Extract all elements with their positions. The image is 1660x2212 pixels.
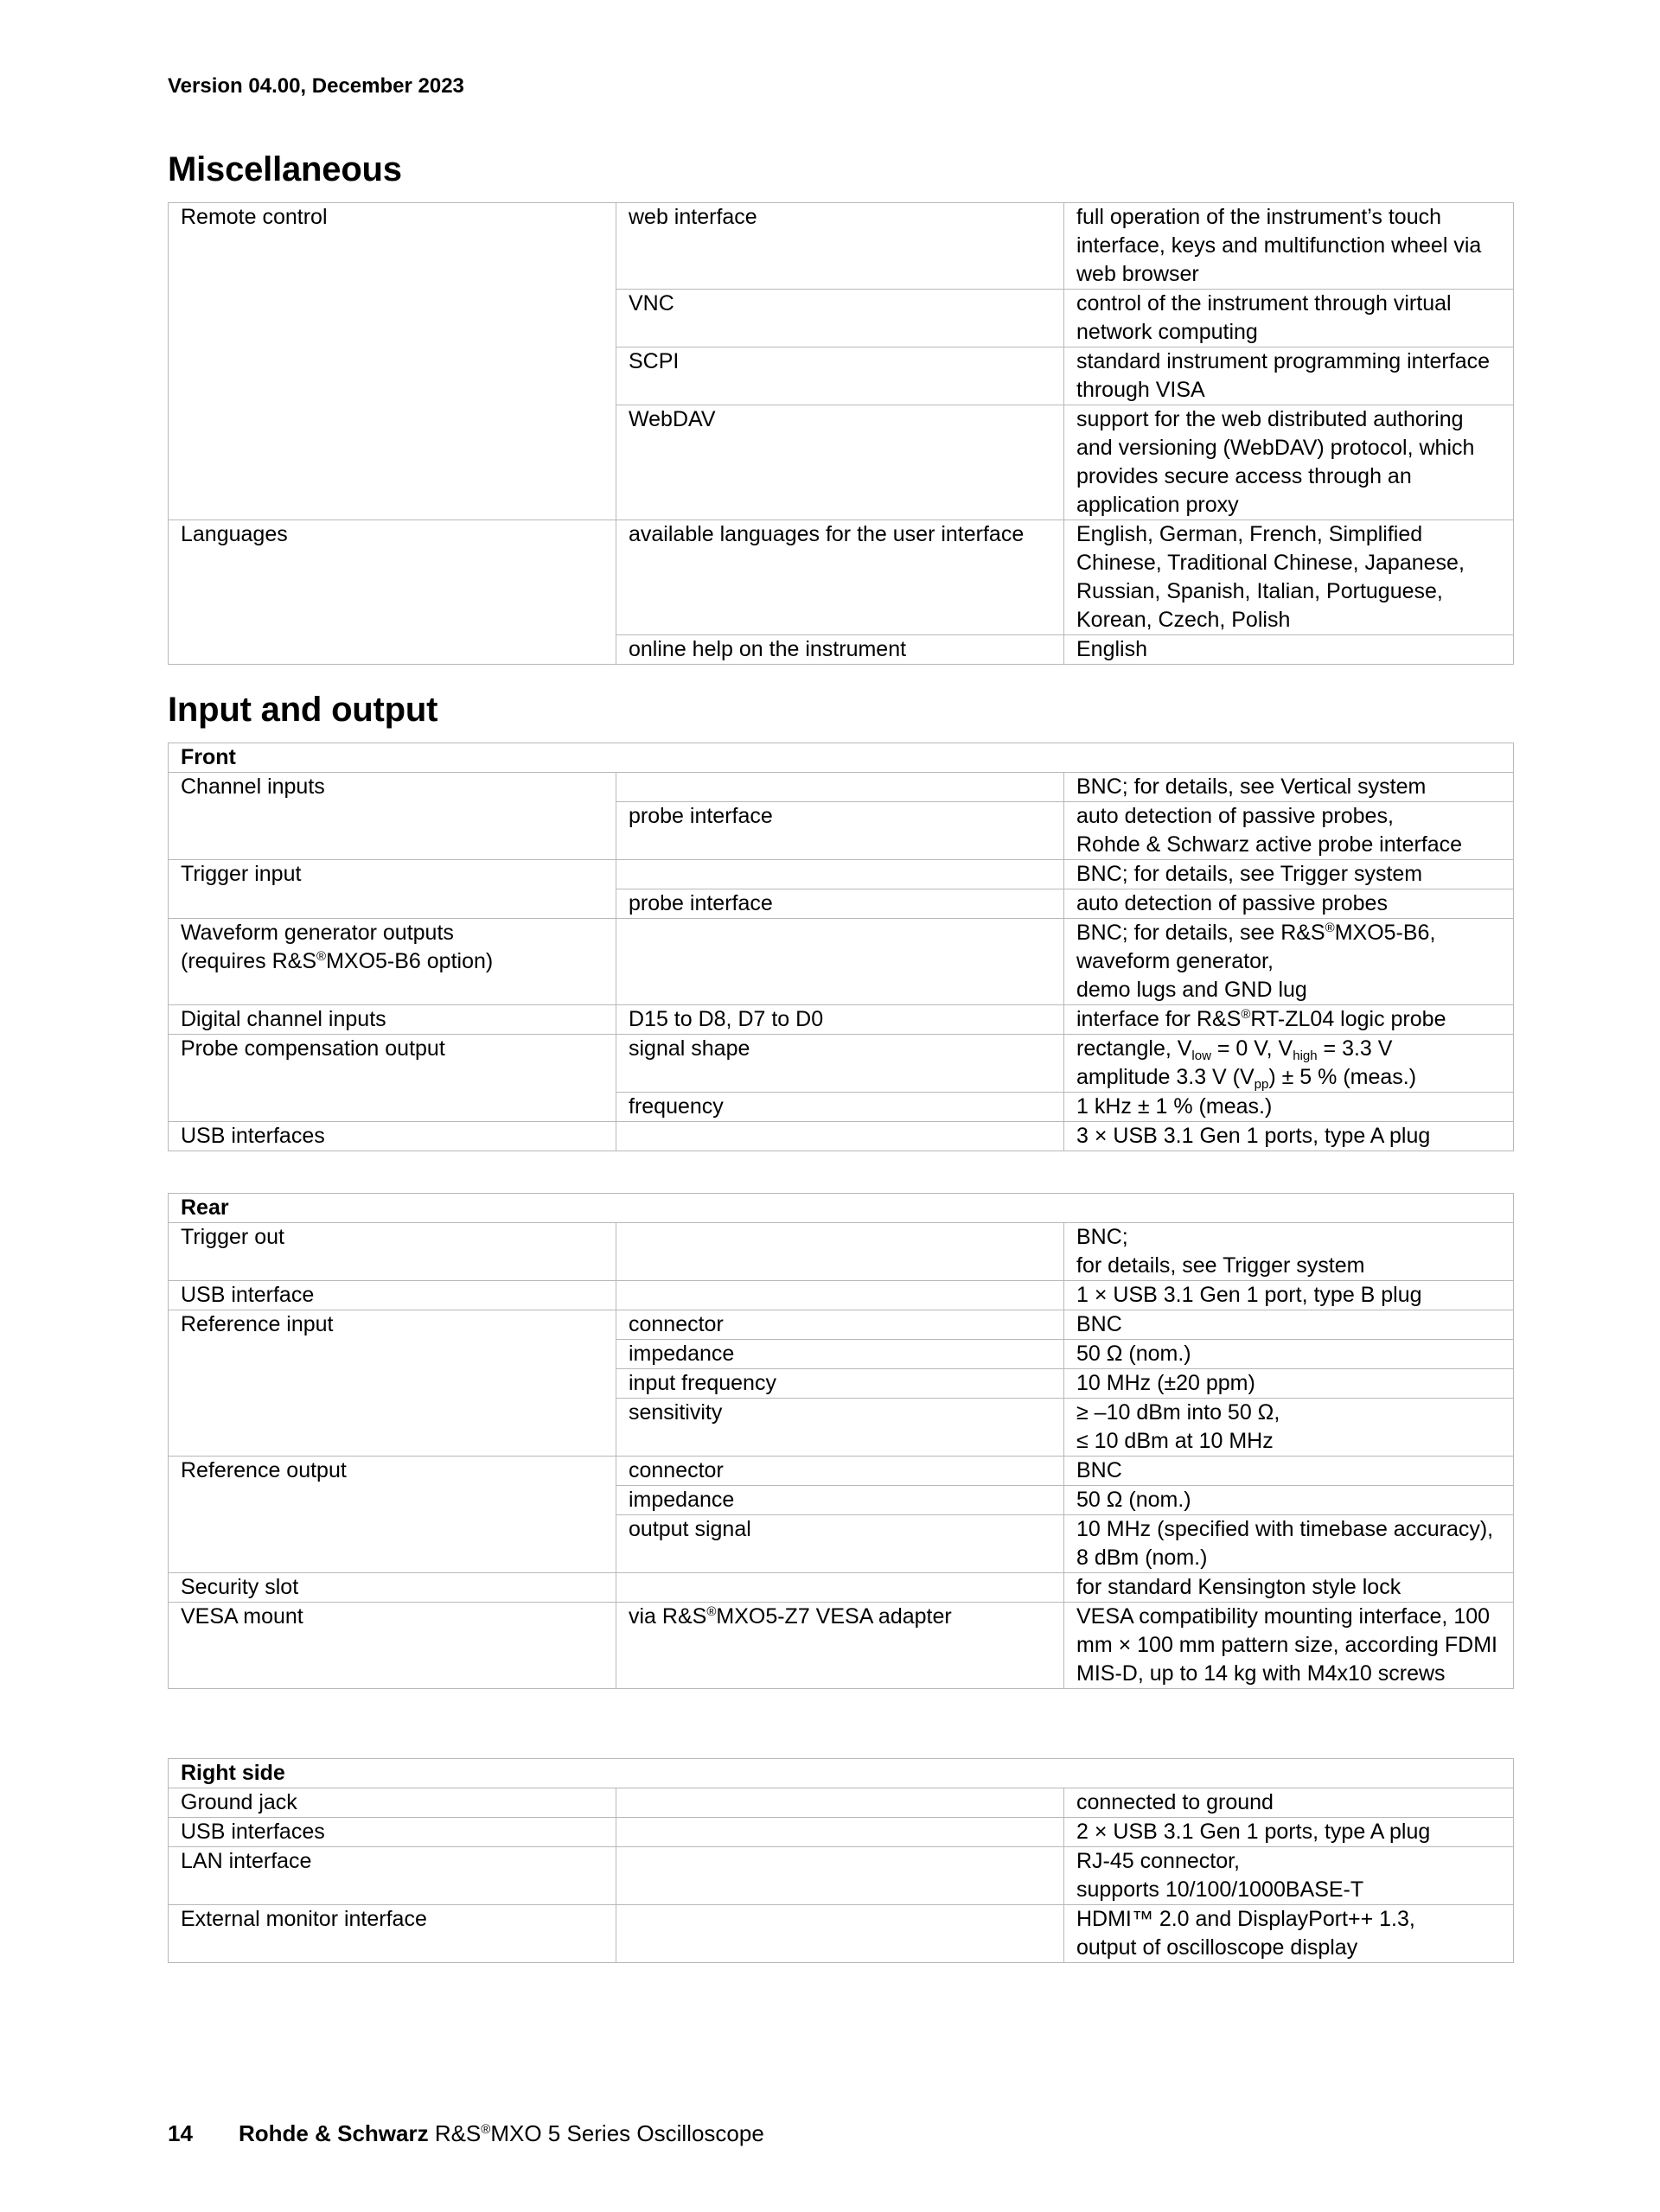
page-footer bbox=[168, 2120, 764, 2147]
row-value: English bbox=[1064, 635, 1514, 665]
miscellaneous-table bbox=[168, 202, 1514, 665]
table-row bbox=[169, 1905, 1514, 1963]
value-text: = 3.3 V bbox=[1317, 1036, 1393, 1061]
table-row bbox=[169, 1281, 1514, 1310]
section-header-right-side: Right side bbox=[169, 1759, 1514, 1788]
table-row bbox=[169, 1005, 1514, 1035]
row-sublabel: sensitivity bbox=[616, 1399, 1064, 1457]
row-label: Digital channel inputs bbox=[169, 1005, 616, 1035]
registered-mark: ® bbox=[706, 1604, 717, 1619]
row-value: VESA compatibility mounting interface, 100 mm × 100 mm pattern size, according FDMI MIS-D, up to 14 kg with M4x10 screws bbox=[1064, 1603, 1514, 1689]
value-line: waveform generator, bbox=[1076, 949, 1274, 973]
label-line: (requires R&S bbox=[181, 949, 316, 973]
table-row bbox=[169, 1035, 1514, 1093]
table-section-header bbox=[169, 1759, 1514, 1788]
section-title-input-output: Input and output bbox=[168, 691, 438, 729]
row-value: full operation of the instrument’s touch interface, keys and multifunction wheel via web browser bbox=[1064, 203, 1514, 290]
table-row bbox=[169, 1847, 1514, 1905]
row-label: Reference output bbox=[169, 1457, 616, 1573]
row-sublabel: signal shape bbox=[616, 1035, 1064, 1093]
footer-product: MXO 5 Series Oscilloscope bbox=[490, 2120, 764, 2146]
rear-table bbox=[168, 1193, 1514, 1689]
row-sublabel: available languages for the user interface bbox=[616, 520, 1064, 635]
row-label: USB interfaces bbox=[169, 1818, 616, 1847]
row-value: connected to ground bbox=[1064, 1788, 1514, 1818]
registered-mark: ® bbox=[316, 949, 327, 964]
row-sublabel: online help on the instrument bbox=[616, 635, 1064, 665]
row-sublabel bbox=[616, 1847, 1064, 1905]
row-sublabel bbox=[616, 1223, 1064, 1281]
sublabel-text: MXO5-Z7 VESA adapter bbox=[716, 1604, 952, 1629]
table-row bbox=[169, 1818, 1514, 1847]
section-header-rear: Rear bbox=[169, 1194, 1514, 1223]
row-sublabel: probe interface bbox=[616, 802, 1064, 860]
table-section-header bbox=[169, 743, 1514, 773]
registered-mark: ® bbox=[1325, 921, 1335, 935]
row-value: 50 Ω (nom.) bbox=[1064, 1340, 1514, 1369]
row-value: for standard Kensington style lock bbox=[1064, 1573, 1514, 1603]
label-line: MXO5-B6 option) bbox=[326, 949, 494, 973]
value-line: for details, see Trigger system bbox=[1076, 1253, 1365, 1278]
row-value: BNC bbox=[1064, 1457, 1514, 1486]
row-value bbox=[1064, 1005, 1514, 1035]
row-label: Remote control bbox=[169, 203, 616, 520]
row-sublabel bbox=[616, 1818, 1064, 1847]
row-value: 1 × USB 3.1 Gen 1 port, type B plug bbox=[1064, 1281, 1514, 1310]
row-sublabel: VNC bbox=[616, 290, 1064, 347]
table-row bbox=[169, 773, 1514, 802]
subscript-pp: pp bbox=[1254, 1077, 1269, 1092]
section-header-front: Front bbox=[169, 743, 1514, 773]
row-value bbox=[1064, 1847, 1514, 1905]
row-sublabel: web interface bbox=[616, 203, 1064, 290]
row-label: USB interfaces bbox=[169, 1122, 616, 1151]
value-line: Rohde & Schwarz active probe interface bbox=[1076, 832, 1463, 857]
table-row bbox=[169, 1573, 1514, 1603]
table-row bbox=[169, 860, 1514, 889]
row-value: auto detection of passive probes bbox=[1064, 889, 1514, 919]
value-line: MXO5-B6, bbox=[1334, 921, 1436, 945]
row-label: External monitor interface bbox=[169, 1905, 616, 1963]
row-value bbox=[1064, 1035, 1514, 1093]
row-value: 50 Ω (nom.) bbox=[1064, 1486, 1514, 1515]
row-sublabel: D15 to D8, D7 to D0 bbox=[616, 1005, 1064, 1035]
value-line: demo lugs and GND lug bbox=[1076, 978, 1307, 1002]
table-row bbox=[169, 203, 1514, 290]
row-label: Channel inputs bbox=[169, 773, 616, 860]
table-row bbox=[169, 520, 1514, 635]
row-value: control of the instrument through virtual network computing bbox=[1064, 290, 1514, 347]
row-value: English, German, French, Simplified Chinese, Traditional Chinese, Japanese, Russian, Spanish, Italian, Portuguese, Korean, Czech, Polish bbox=[1064, 520, 1514, 635]
footer-product: R&S bbox=[428, 2120, 482, 2146]
row-label: Probe compensation output bbox=[169, 1035, 616, 1122]
table-row bbox=[169, 1223, 1514, 1281]
table-row bbox=[169, 919, 1514, 1005]
sublabel-text: via R&S bbox=[629, 1604, 707, 1629]
row-label: USB interface bbox=[169, 1281, 616, 1310]
right-side-table bbox=[168, 1758, 1514, 1963]
value-text: RT-ZL04 logic probe bbox=[1250, 1007, 1446, 1031]
row-label: Trigger out bbox=[169, 1223, 616, 1281]
table-row bbox=[169, 1457, 1514, 1486]
table-section-header bbox=[169, 1194, 1514, 1223]
document-version: Version 04.00, December 2023 bbox=[168, 74, 464, 98]
row-sublabel: frequency bbox=[616, 1093, 1064, 1122]
row-label: Trigger input bbox=[169, 860, 616, 919]
row-sublabel: output signal bbox=[616, 1515, 1064, 1573]
value-line: ≤ 10 dBm at 10 MHz bbox=[1076, 1429, 1274, 1453]
row-value: BNC bbox=[1064, 1310, 1514, 1340]
subscript-high: high bbox=[1293, 1049, 1318, 1063]
row-sublabel bbox=[616, 1122, 1064, 1151]
page-number: 14 bbox=[168, 2120, 193, 2146]
row-value bbox=[1064, 919, 1514, 1005]
value-line: output of oscilloscope display bbox=[1076, 1935, 1358, 1960]
row-sublabel: impedance bbox=[616, 1486, 1064, 1515]
row-sublabel: input frequency bbox=[616, 1369, 1064, 1399]
row-value: 2 × USB 3.1 Gen 1 ports, type A plug bbox=[1064, 1818, 1514, 1847]
value-line: BNC; bbox=[1076, 1225, 1128, 1249]
row-sublabel bbox=[616, 773, 1064, 802]
table-row bbox=[169, 1788, 1514, 1818]
row-value: 10 MHz (specified with timebase accuracy), 8 dBm (nom.) bbox=[1064, 1515, 1514, 1573]
row-sublabel: SCPI bbox=[616, 347, 1064, 405]
value-text: ) ± 5 % (meas.) bbox=[1268, 1065, 1417, 1089]
value-text: amplitude 3.3 V (V bbox=[1076, 1065, 1255, 1089]
value-line: auto detection of passive probes, bbox=[1076, 804, 1394, 828]
row-value bbox=[1064, 1399, 1514, 1457]
row-label bbox=[169, 919, 616, 1005]
table-row bbox=[169, 1603, 1514, 1689]
table-row bbox=[169, 1122, 1514, 1151]
value-line: BNC; for details, see R&S bbox=[1076, 921, 1325, 945]
value-text: rectangle, V bbox=[1076, 1036, 1192, 1061]
row-sublabel bbox=[616, 1905, 1064, 1963]
footer-brand: Rohde & Schwarz bbox=[239, 2120, 429, 2146]
table-row bbox=[169, 1310, 1514, 1340]
row-sublabel bbox=[616, 919, 1064, 1005]
row-label: LAN interface bbox=[169, 1847, 616, 1905]
row-label: Reference input bbox=[169, 1310, 616, 1457]
row-label: Languages bbox=[169, 520, 616, 665]
row-value: BNC; for details, see Trigger system bbox=[1064, 860, 1514, 889]
row-value: 3 × USB 3.1 Gen 1 ports, type A plug bbox=[1064, 1122, 1514, 1151]
label-line: Waveform generator outputs bbox=[181, 921, 454, 945]
row-sublabel: impedance bbox=[616, 1340, 1064, 1369]
row-sublabel bbox=[616, 1603, 1064, 1689]
registered-mark: ® bbox=[481, 2122, 491, 2137]
subscript-low: low bbox=[1191, 1049, 1211, 1063]
row-value bbox=[1064, 802, 1514, 860]
value-line: HDMI™ 2.0 and DisplayPort++ 1.3, bbox=[1076, 1907, 1415, 1931]
value-text: = 0 V, V bbox=[1210, 1036, 1293, 1061]
section-title-miscellaneous: Miscellaneous bbox=[168, 150, 402, 188]
row-sublabel: connector bbox=[616, 1457, 1064, 1486]
row-value bbox=[1064, 1223, 1514, 1281]
row-value: BNC; for details, see Vertical system bbox=[1064, 773, 1514, 802]
row-value: standard instrument programming interface through VISA bbox=[1064, 347, 1514, 405]
row-sublabel: connector bbox=[616, 1310, 1064, 1340]
row-sublabel: WebDAV bbox=[616, 405, 1064, 520]
row-sublabel: probe interface bbox=[616, 889, 1064, 919]
value-text: interface for R&S bbox=[1076, 1007, 1242, 1031]
row-sublabel bbox=[616, 1573, 1064, 1603]
row-sublabel bbox=[616, 860, 1064, 889]
row-value: support for the web distributed authoring and versioning (WebDAV) protocol, which provides secure access through an application proxy bbox=[1064, 405, 1514, 520]
value-line: ≥ –10 dBm into 50 Ω, bbox=[1076, 1400, 1280, 1425]
row-value: 10 MHz (±20 ppm) bbox=[1064, 1369, 1514, 1399]
row-sublabel bbox=[616, 1281, 1064, 1310]
row-value bbox=[1064, 1905, 1514, 1963]
front-table bbox=[168, 743, 1514, 1151]
value-line: RJ-45 connector, bbox=[1076, 1849, 1240, 1873]
row-label: Security slot bbox=[169, 1573, 616, 1603]
row-label: Ground jack bbox=[169, 1788, 616, 1818]
registered-mark: ® bbox=[1241, 1007, 1251, 1022]
row-value: 1 kHz ± 1 % (meas.) bbox=[1064, 1093, 1514, 1122]
row-label: VESA mount bbox=[169, 1603, 616, 1689]
row-sublabel bbox=[616, 1788, 1064, 1818]
value-line: supports 10/100/1000BASE-T bbox=[1076, 1877, 1364, 1902]
